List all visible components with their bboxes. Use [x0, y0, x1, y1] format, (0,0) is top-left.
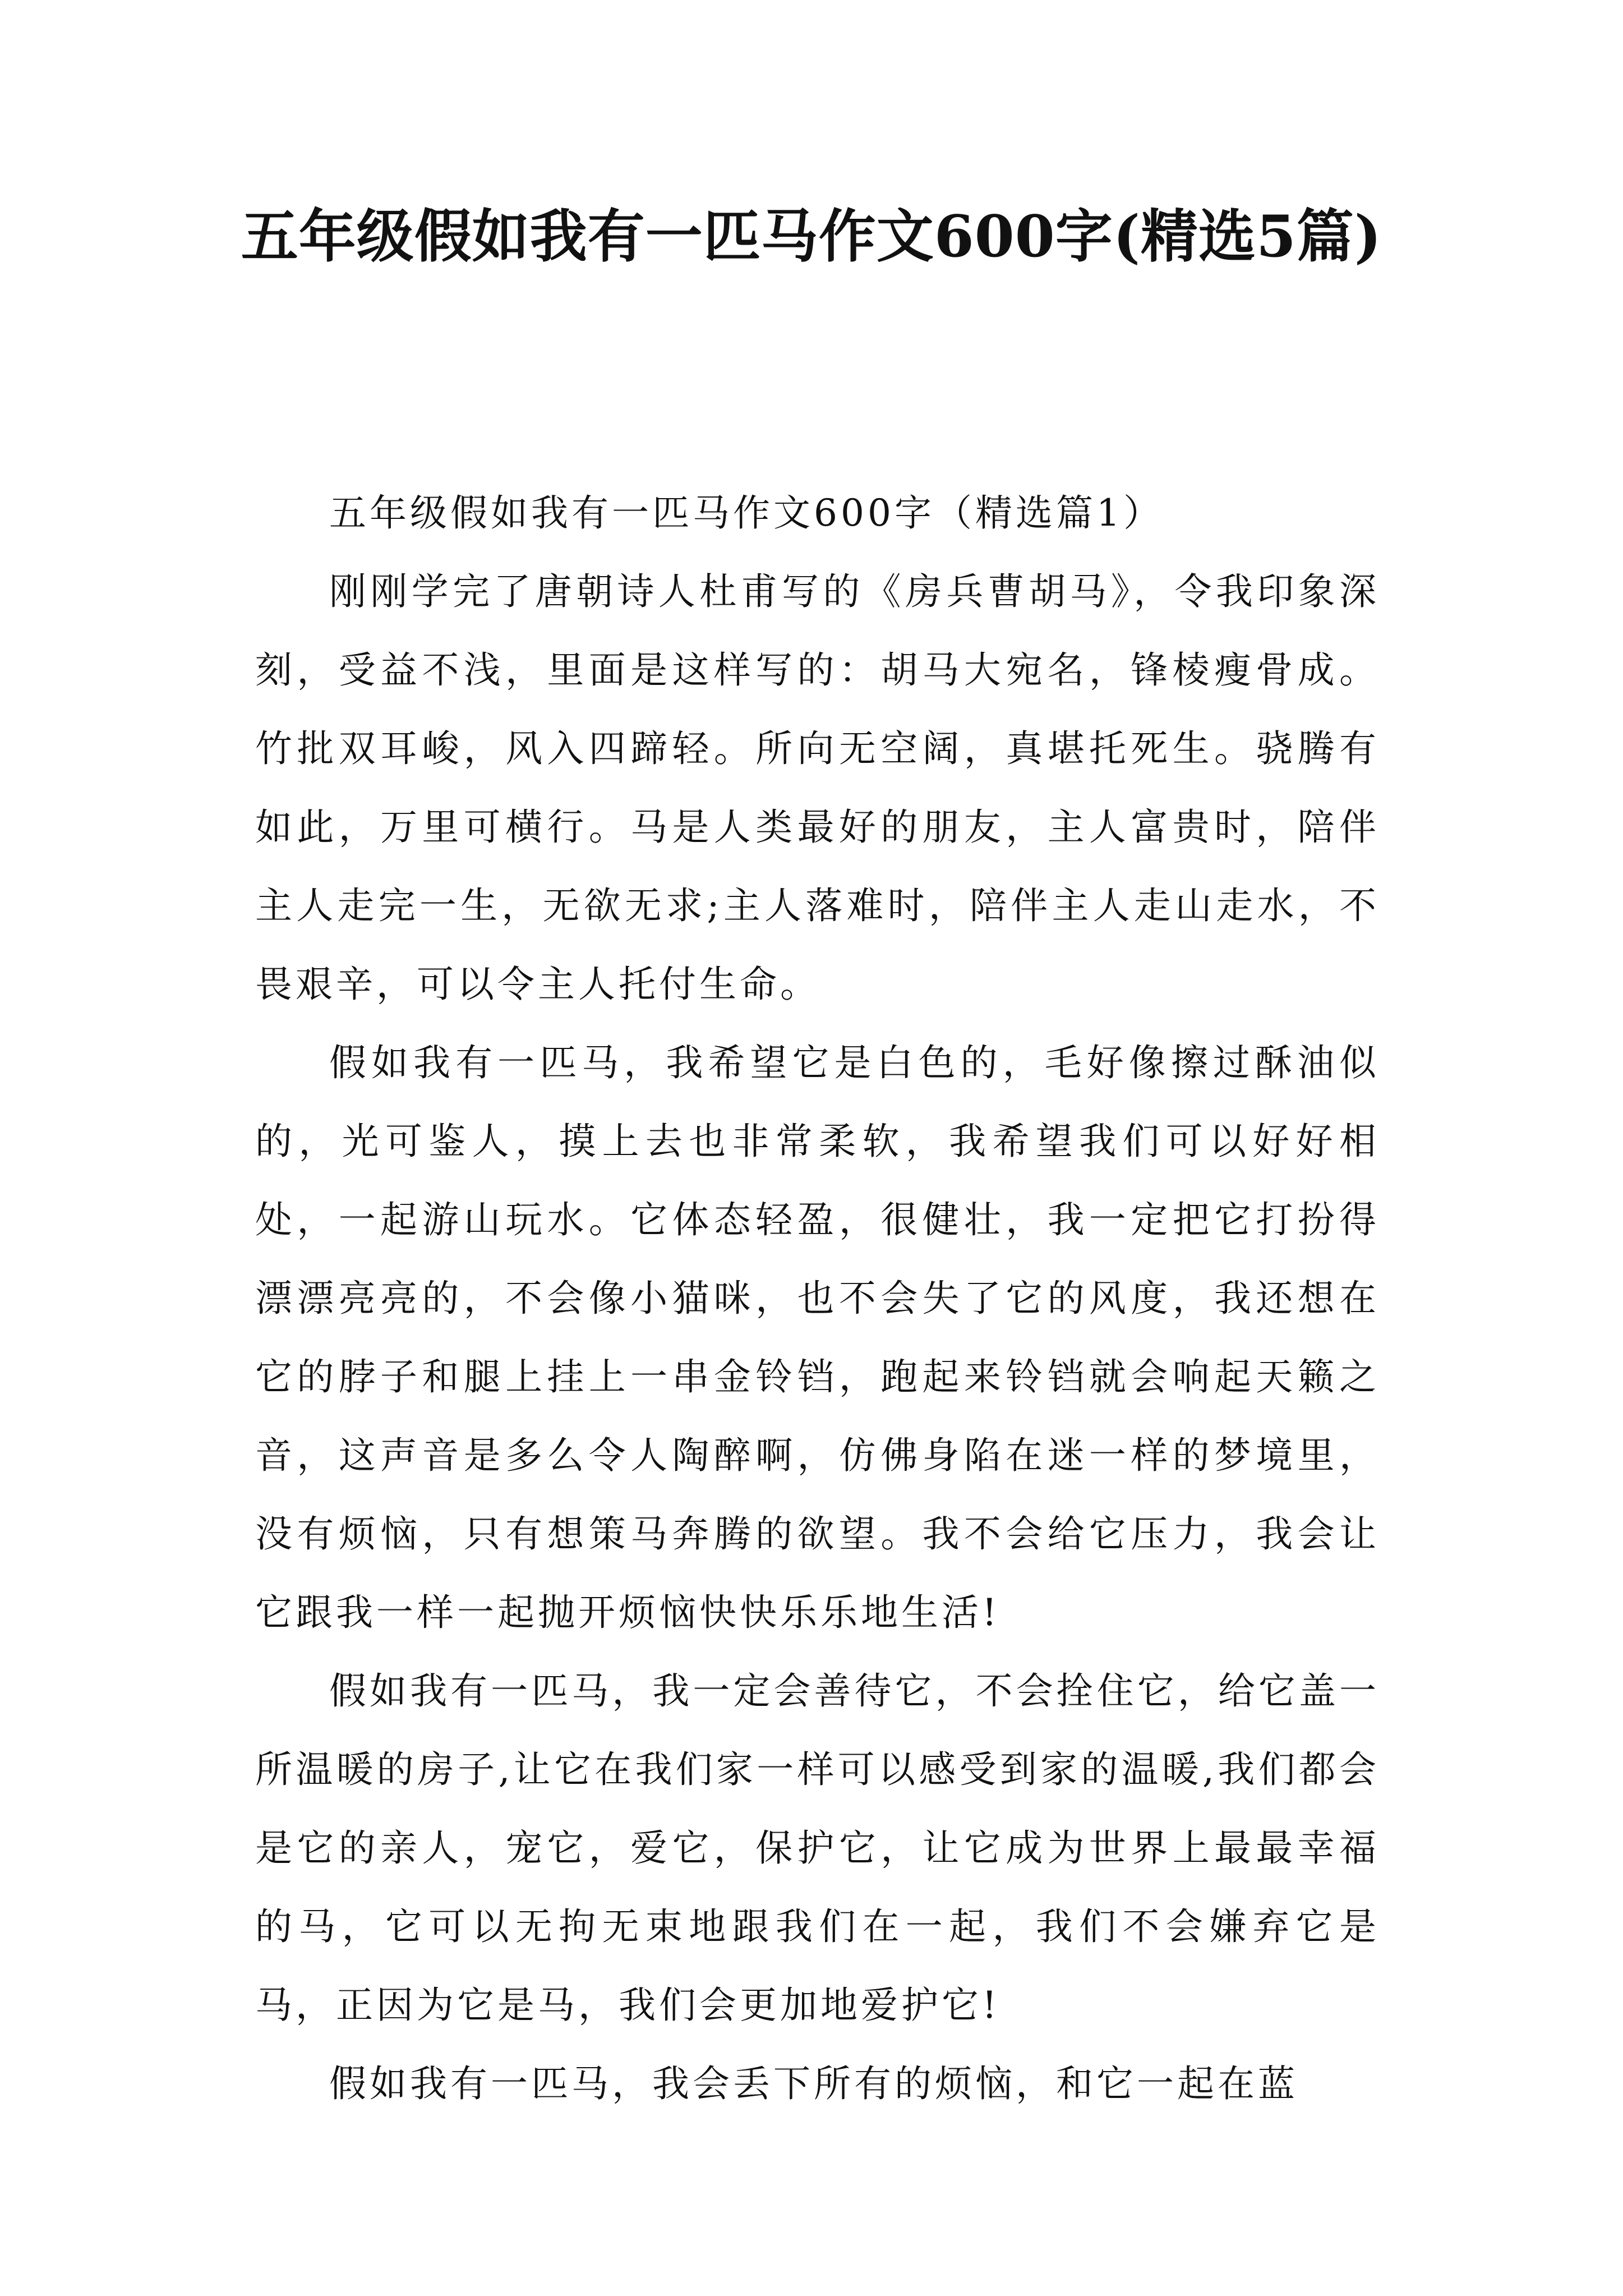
- document-body: [255, 474, 1380, 2123]
- paragraph: 假如我有一匹马，我一定会善待它，不会拴住它，给它盖一所温暖的房子,让它在我们家一样可以感受到家的温暖,我们都会是它的亲人，宠它，爱它，保护它，让它成为世界上最最幸福的马，它可以无拘无束地跟我们在一起，我们不会嫌弃它是马，正因为它是马，我们会更加地爱护它!: [255, 1669, 1380, 2027]
- paragraph: 假如我有一匹马，我会丢下所有的烦恼，和它一起在蓝: [329, 2062, 1298, 2105]
- section-heading: 五年级假如我有一匹马作文600字（精选篇1）: [329, 491, 1164, 535]
- paragraph: 假如我有一匹马，我希望它是白色的，毛好像擦过酥油似的，光可鉴人，摸上去也非常柔软，我希望我们可以好好相处，一起游山玩水。它体态轻盈，很健壮，我一定把它打扮得漂漂亮亮的，不会像小猫咪，也不会失了它的风度，我还想在它的脖子和腿上挂上一串金铃铛，跑起来铃铛就会响起天籁之音，这声音是多么令人陶醉啊，仿佛身陷在迷一样的梦境里，没有烦恼，只有想策马奔腾的欲望。我不会给它压力，我会让它跟我一样一起抛开烦恼快快乐乐地生活!: [255, 1041, 1380, 1634]
- document-title: 五年级假如我有一匹马作文600字(精选5篇): [241, 203, 1382, 270]
- paragraph: 刚刚学完了唐朝诗人杜甫写的《房兵曹胡马》，令我印象深刻，受益不浅，里面是这样写的：胡马大宛名，锋棱瘦骨成。竹批双耳峻，风入四蹄轻。所向无空阔，真堪托死生。骁腾有如此，万里可横行。马是人类最好的朋友，主人富贵时，陪伴主人走完一生，无欲无求;主人落难时，陪伴主人走山走水，不畏艰辛，可以令主人托付生命。: [255, 570, 1380, 1006]
